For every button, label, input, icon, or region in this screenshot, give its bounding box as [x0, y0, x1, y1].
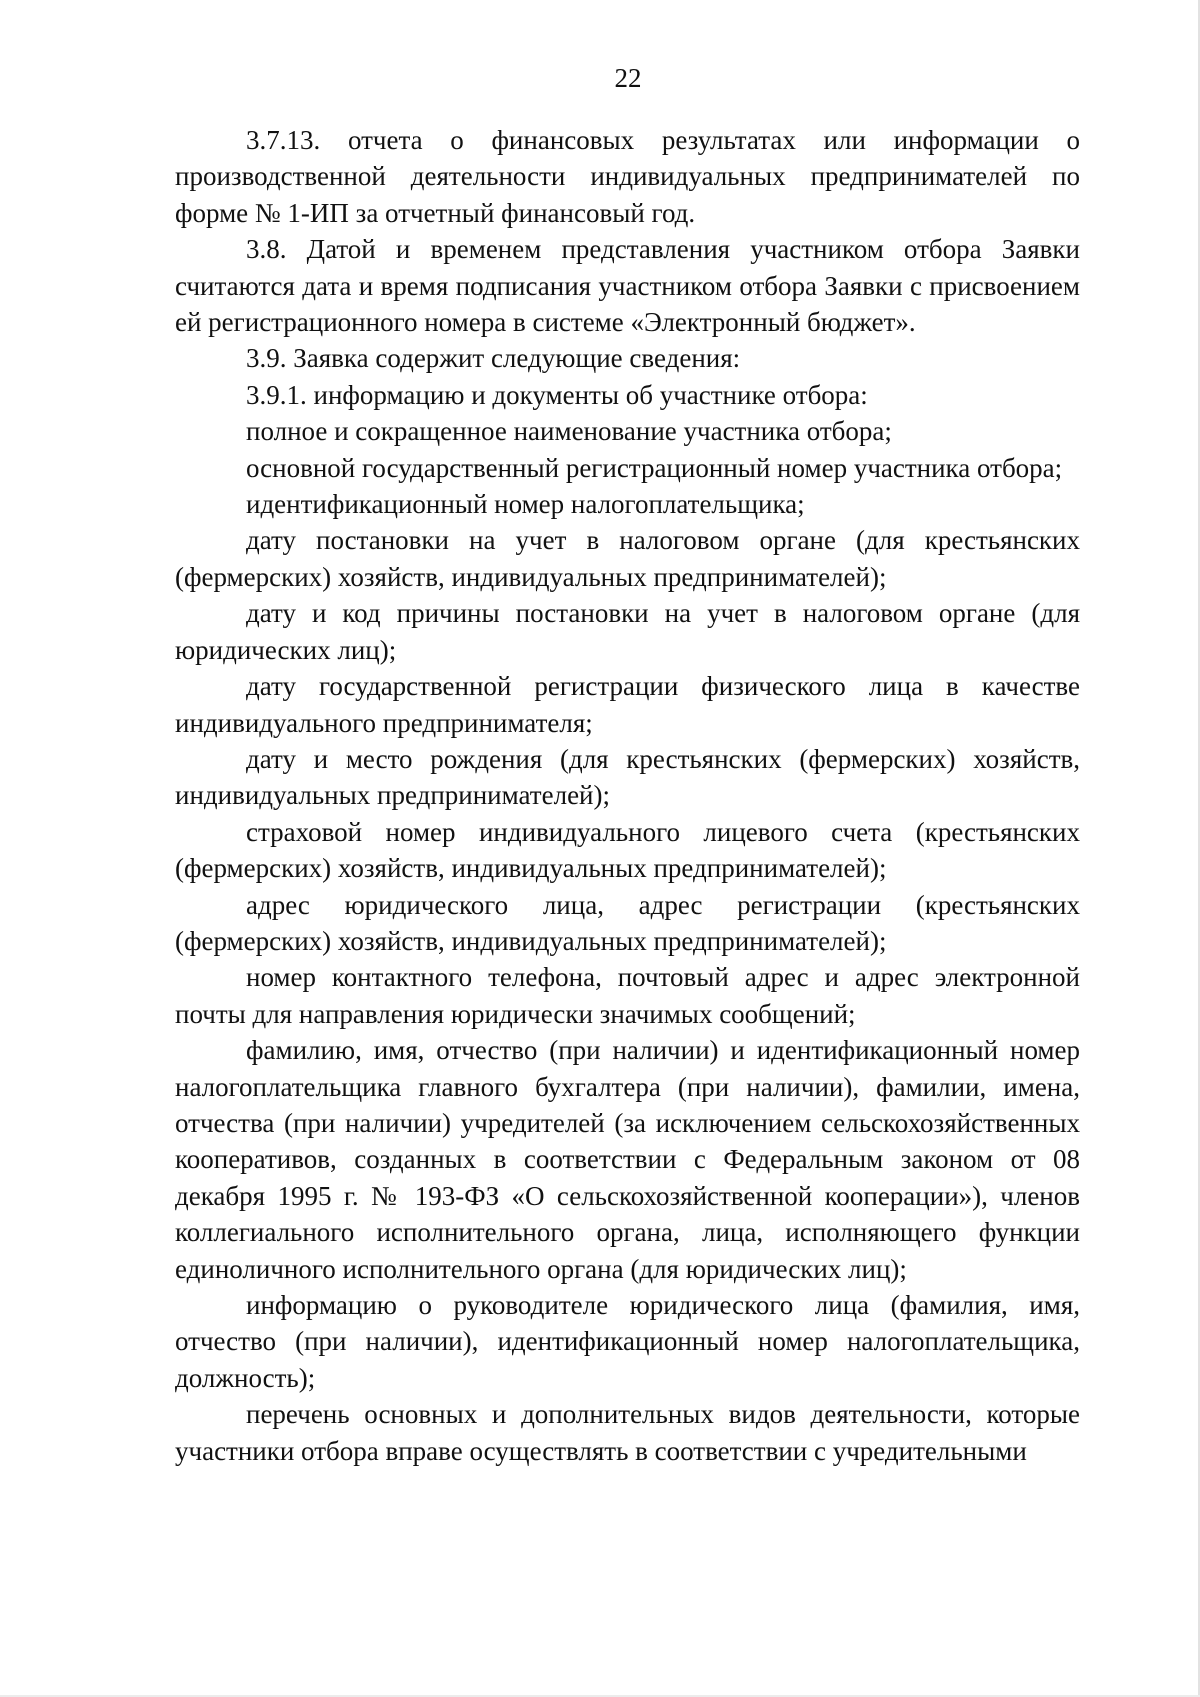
- list-item-birth: дату и место рождения (для крестьянских (фермерских) хозяйств, индивидуальных предпринимателей);: [175, 743, 1080, 811]
- list-item-accountant-founders: фамилию, имя, отчество (при наличии) и идентификационный номер налогоплательщика главного бухгалтера (при наличии), фамилии, имена, отчества (при наличии) учредителей (за исключением сельскохозяйственных кооперативов, созданных в соответствии с Федеральным законом от 08 декабря 1995 г. № 193-ФЗ «О сельскохозяйственной кооперации»), членов коллегиального исполнительного органа, лица, исполняющего функции единоличного исполнительного органа (для юридических лиц);: [175, 1035, 1080, 1284]
- list-item-contacts: номер контактного телефона, почтовый адрес и адрес электронной почты для направления юридически значимых сообщений;: [175, 962, 1080, 1029]
- document-body: [175, 122, 1080, 1469]
- list-item-ogrn: основной государственный регистрационный номер участника отбора;: [246, 452, 1063, 483]
- list-item-state-registration: дату государственной регистрации физического лица в качестве индивидуального предпринимателя;: [175, 671, 1080, 738]
- list-item-activities: перечень основных и дополнительных видов деятельности, которые участники отбора вправе осуществлять в соответствии с учредительными: [175, 1399, 1080, 1466]
- paragraph-3-9: 3.9. Заявка содержит следующие сведения:: [246, 343, 741, 374]
- paragraph-3-7-13: 3.7.13. отчета о финансовых результатах или информации о производственной деятельности индивидуальных предпринимателей по форме № 1-ИП за отчетный финансовый год.: [175, 125, 1080, 228]
- list-item-inn: идентификационный номер налогоплательщика;: [246, 489, 805, 520]
- page-number: 22: [614, 63, 642, 93]
- list-item-full-name: полное и сокращенное наименование участника отбора;: [246, 416, 892, 447]
- list-item-tax-registration-date: дату постановки на учет в налоговом органе (для крестьянских (фермерских) хозяйств, индивидуальных предпринимателей);: [175, 525, 1080, 592]
- list-item-kpp: дату и код причины постановки на учет в налоговом органе (для юридических лиц);: [175, 598, 1080, 665]
- list-item-snils: страховой номер индивидуального лицевого счета (крестьянских (фермерских) хозяйств, индивидуальных предпринимателей);: [175, 816, 1080, 884]
- list-item-head-info: информацию о руководителе юридического лица (фамилия, имя, отчество (при наличии), идентификационный номер налогоплательщика, должность);: [175, 1290, 1080, 1393]
- list-item-address: адрес юридического лица, адрес регистрации (крестьянских (фермерских) хозяйств, индивидуальных предпринимателей);: [175, 889, 1080, 956]
- paragraph-3-8: 3.8. Датой и временем представления участником отбора Заявки считаются дата и время подписания участником отбора Заявки с присвоением ей регистрационного номера в системе «Электронный бюджет».: [175, 234, 1080, 338]
- paragraph-3-9-1: 3.9.1. информацию и документы об участнике отбора:: [246, 379, 868, 410]
